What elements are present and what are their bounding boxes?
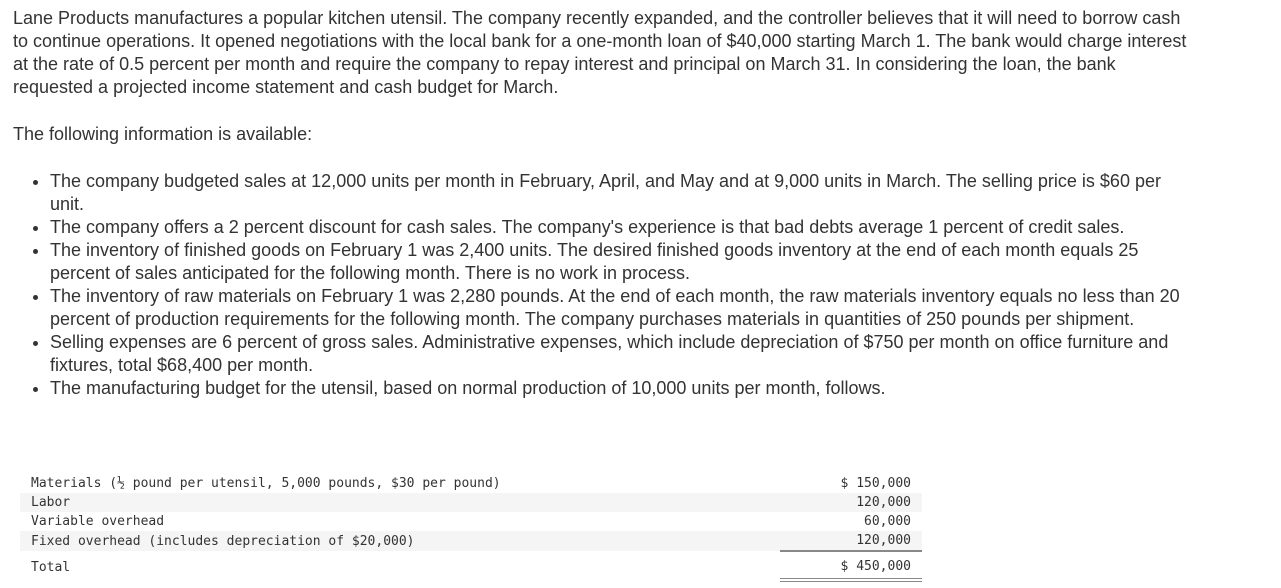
info-list — [13, 170, 1198, 400]
list-item: • The inventory of finished goods on February 1 was 2,400 units. The desired finished goods inventory at the end of each month equals 25 percent of sales anticipated for the following month. There is no work in process. — [50, 239, 1198, 285]
table-row — [20, 493, 922, 512]
problem-text — [13, 7, 1198, 400]
total-row — [20, 551, 922, 580]
list-item: • Selling expenses are 6 percent of gross sales. Administrative expenses, which include depreciation of $750 per month on office furniture and fixtures, total $68,400 per month. — [50, 331, 1198, 377]
row-label: Variable overhead — [31, 514, 165, 529]
intro-paragraph: Lane Products manufactures a popular kitchen utensil. The company recently expanded, and the controller believes that it will need to borrow cash to continue operations. It opened negotiations with the local bank for a one-month loan of $40,000 starting March 1. The bank would charge interest at the rate of 0.5 percent per month and require the company to repay interest and principal on March 31. In considering the loan, the bank requested a projected income statement and cash budget for March. — [13, 8, 1187, 97]
list-item: • The company budgeted sales at 12,000 units per month in February, April, and May and at 9,000 units in March. The selling price is $60 per unit. — [50, 170, 1198, 216]
row-label: Fixed overhead (includes depreciation of $20,000) — [20, 531, 780, 551]
list-item: • The manufacturing budget for the utensil, based on normal production of 10,000 units per month, follows. — [50, 377, 1198, 400]
row-label: Materials (½ pound per utensil, 5,000 pounds, $30 per pound) — [31, 476, 501, 491]
row-amount: $ 150,000 — [840, 476, 911, 491]
row-amount: 120,000 — [780, 531, 922, 551]
total-label: Total — [31, 559, 71, 575]
row-amount: 60,000 — [864, 514, 911, 529]
table-row — [20, 474, 922, 493]
row-amount: 120,000 — [780, 493, 922, 512]
table-row — [20, 531, 922, 551]
manufacturing-budget-table — [20, 474, 922, 582]
list-item: • The inventory of raw materials on February 1 was 2,280 pounds. At the end of each month, the raw materials inventory equals no less than 20 percent of production requirements for the following month. The company purchases materials in quantities of 250 pounds per shipment. — [50, 285, 1198, 331]
list-item: • The company offers a 2 percent discount for cash sales. The company's experience is that bad debts average 1 percent of credit sales. — [50, 216, 1198, 239]
row-label: Labor — [20, 493, 780, 512]
lead-paragraph: The following information is available: — [13, 124, 313, 144]
table-row — [20, 512, 922, 531]
total-amount: $ 450,000 — [780, 551, 922, 580]
